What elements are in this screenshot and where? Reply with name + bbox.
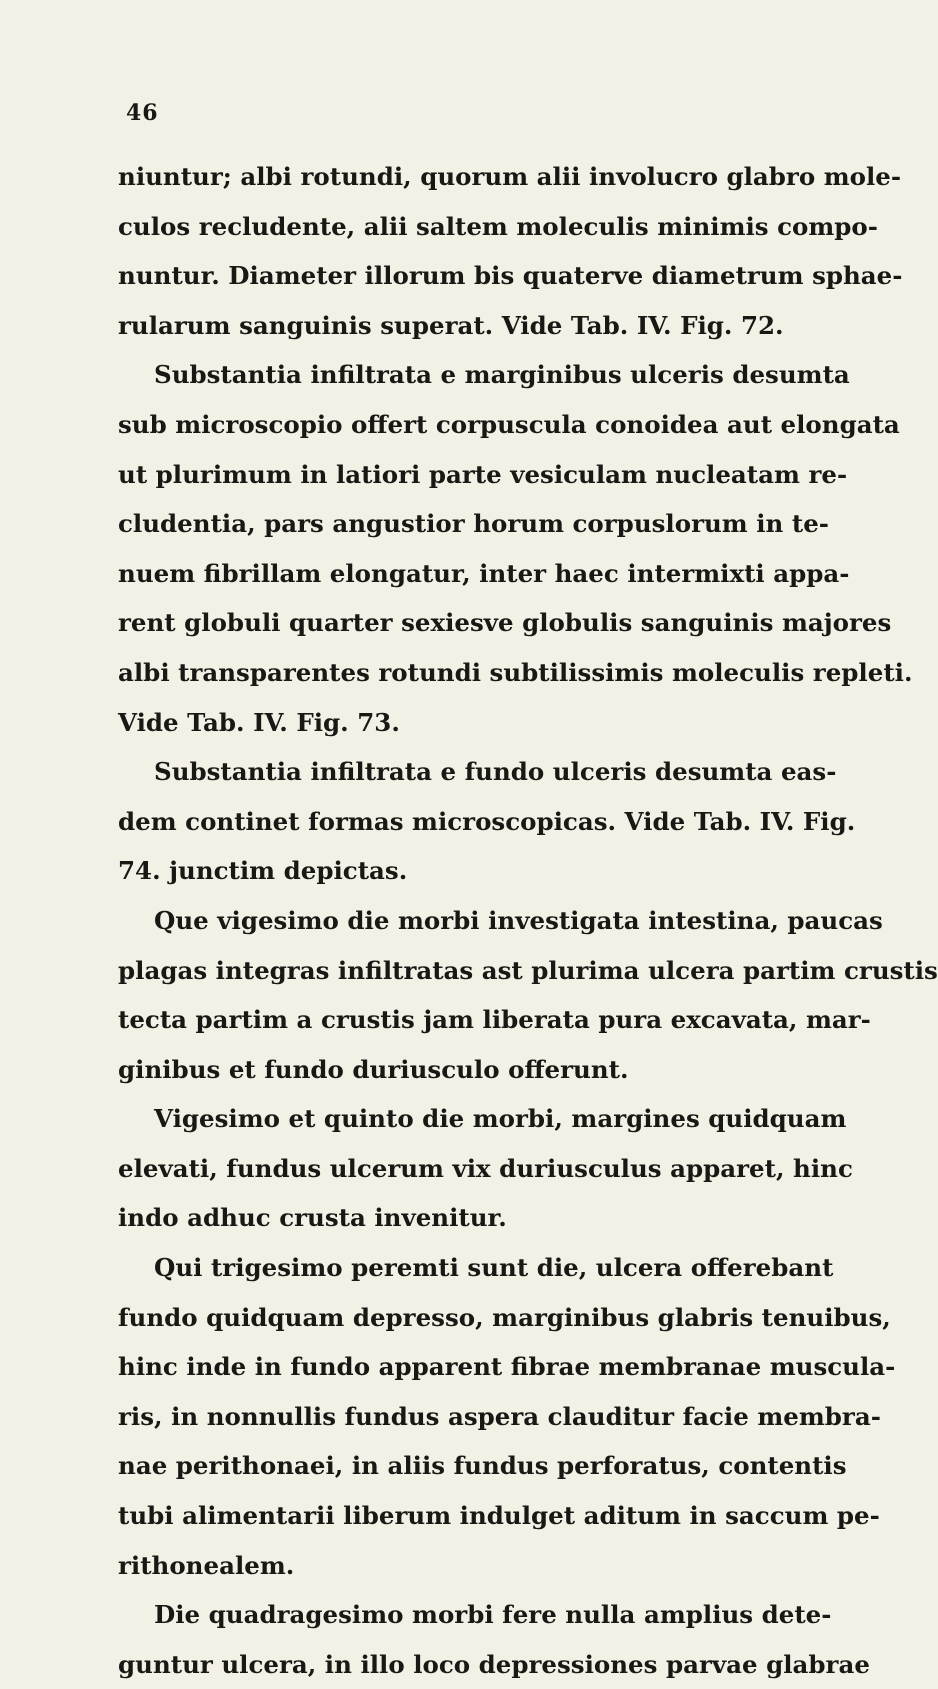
text-line: rent globuli quarter sexiesve globulis sanguinis majores <box>118 608 892 638</box>
text-line: indo adhuc crusta invenitur. <box>118 1203 507 1233</box>
text-line: ris, in nonnullis fundus aspera clauditur facie membra- <box>118 1401 881 1431</box>
text-line: nuem fibrillam elongatur, inter haec intermixti appa- <box>118 558 850 588</box>
text-line: Substantia infiltrata e marginibus ulceris desumta <box>154 360 850 390</box>
text-line: hinc inde in fundo apparent fibrae membranae muscula- <box>118 1352 896 1382</box>
text-line: Qui trigesimo peremti sunt die, ulcera offerebant <box>154 1253 834 1283</box>
text-line: elevati, fundus ulcerum vix duriusculus apparet, hinc <box>118 1153 853 1183</box>
text-line: ginibus et fundo duriusculo offerunt. <box>118 1054 629 1084</box>
text-line: Vigesimo et quinto die morbi, margines quidquam <box>154 1104 847 1134</box>
text-line: Die quadragesimo morbi fere nulla amplius dete- <box>154 1600 832 1630</box>
text-line: tubi alimentarii liberum indulget aditum in saccum pe- <box>118 1501 880 1531</box>
text-line: rularum sanguinis superat. Vide Tab. IV. Fig. 72. <box>118 310 784 340</box>
text-line: dem continet formas microscopicas. Vide Tab. IV. Fig. <box>118 806 856 836</box>
text-line: plagas integras infiltratas ast plurima ulcera partim crustis <box>118 955 938 985</box>
text-line: tecta partim a crustis jam liberata pura excavata, mar- <box>118 1005 871 1035</box>
text-line: sub microscopio offert corpuscula conoidea aut elongata <box>118 409 900 439</box>
text-block <box>118 152 938 1689</box>
text-line: nae perithonaei, in aliis fundus perforatus, contentis <box>118 1451 847 1481</box>
text-line: ut plurimum in latiori parte vesiculam nucleatam re- <box>118 459 848 489</box>
text-line: niuntur; albi rotundi, quorum alii involucro glabro mole- <box>118 162 902 191</box>
text-line: Substantia infiltrata e fundo ulceris desumta eas- <box>154 757 837 787</box>
text-line: albi transparentes rotundi subtilissimis moleculis repleti. <box>118 657 913 687</box>
page-number: 46 <box>126 100 159 126</box>
text-line: rithonealem. <box>118 1550 295 1580</box>
text-line: Que vigesimo die morbi investigata intestina, paucas <box>154 905 883 935</box>
text-line: guntur ulcera, in illo loco depressiones parvae glabrae <box>118 1649 870 1679</box>
text-line: Vide Tab. IV. Fig. 73. <box>118 707 400 737</box>
text-line: 74. junctim depictas. <box>118 856 408 886</box>
text-line: fundo quidquam depresso, marginibus glabris tenuibus, <box>118 1302 891 1332</box>
text-line: cludentia, pars angustior horum corpuslorum in te- <box>118 509 829 539</box>
text-line: nuntur. Diameter illorum bis quaterve diametrum sphae- <box>118 261 903 291</box>
text-line: culos recludente, alii saltem moleculis minimis compo- <box>118 211 878 241</box>
